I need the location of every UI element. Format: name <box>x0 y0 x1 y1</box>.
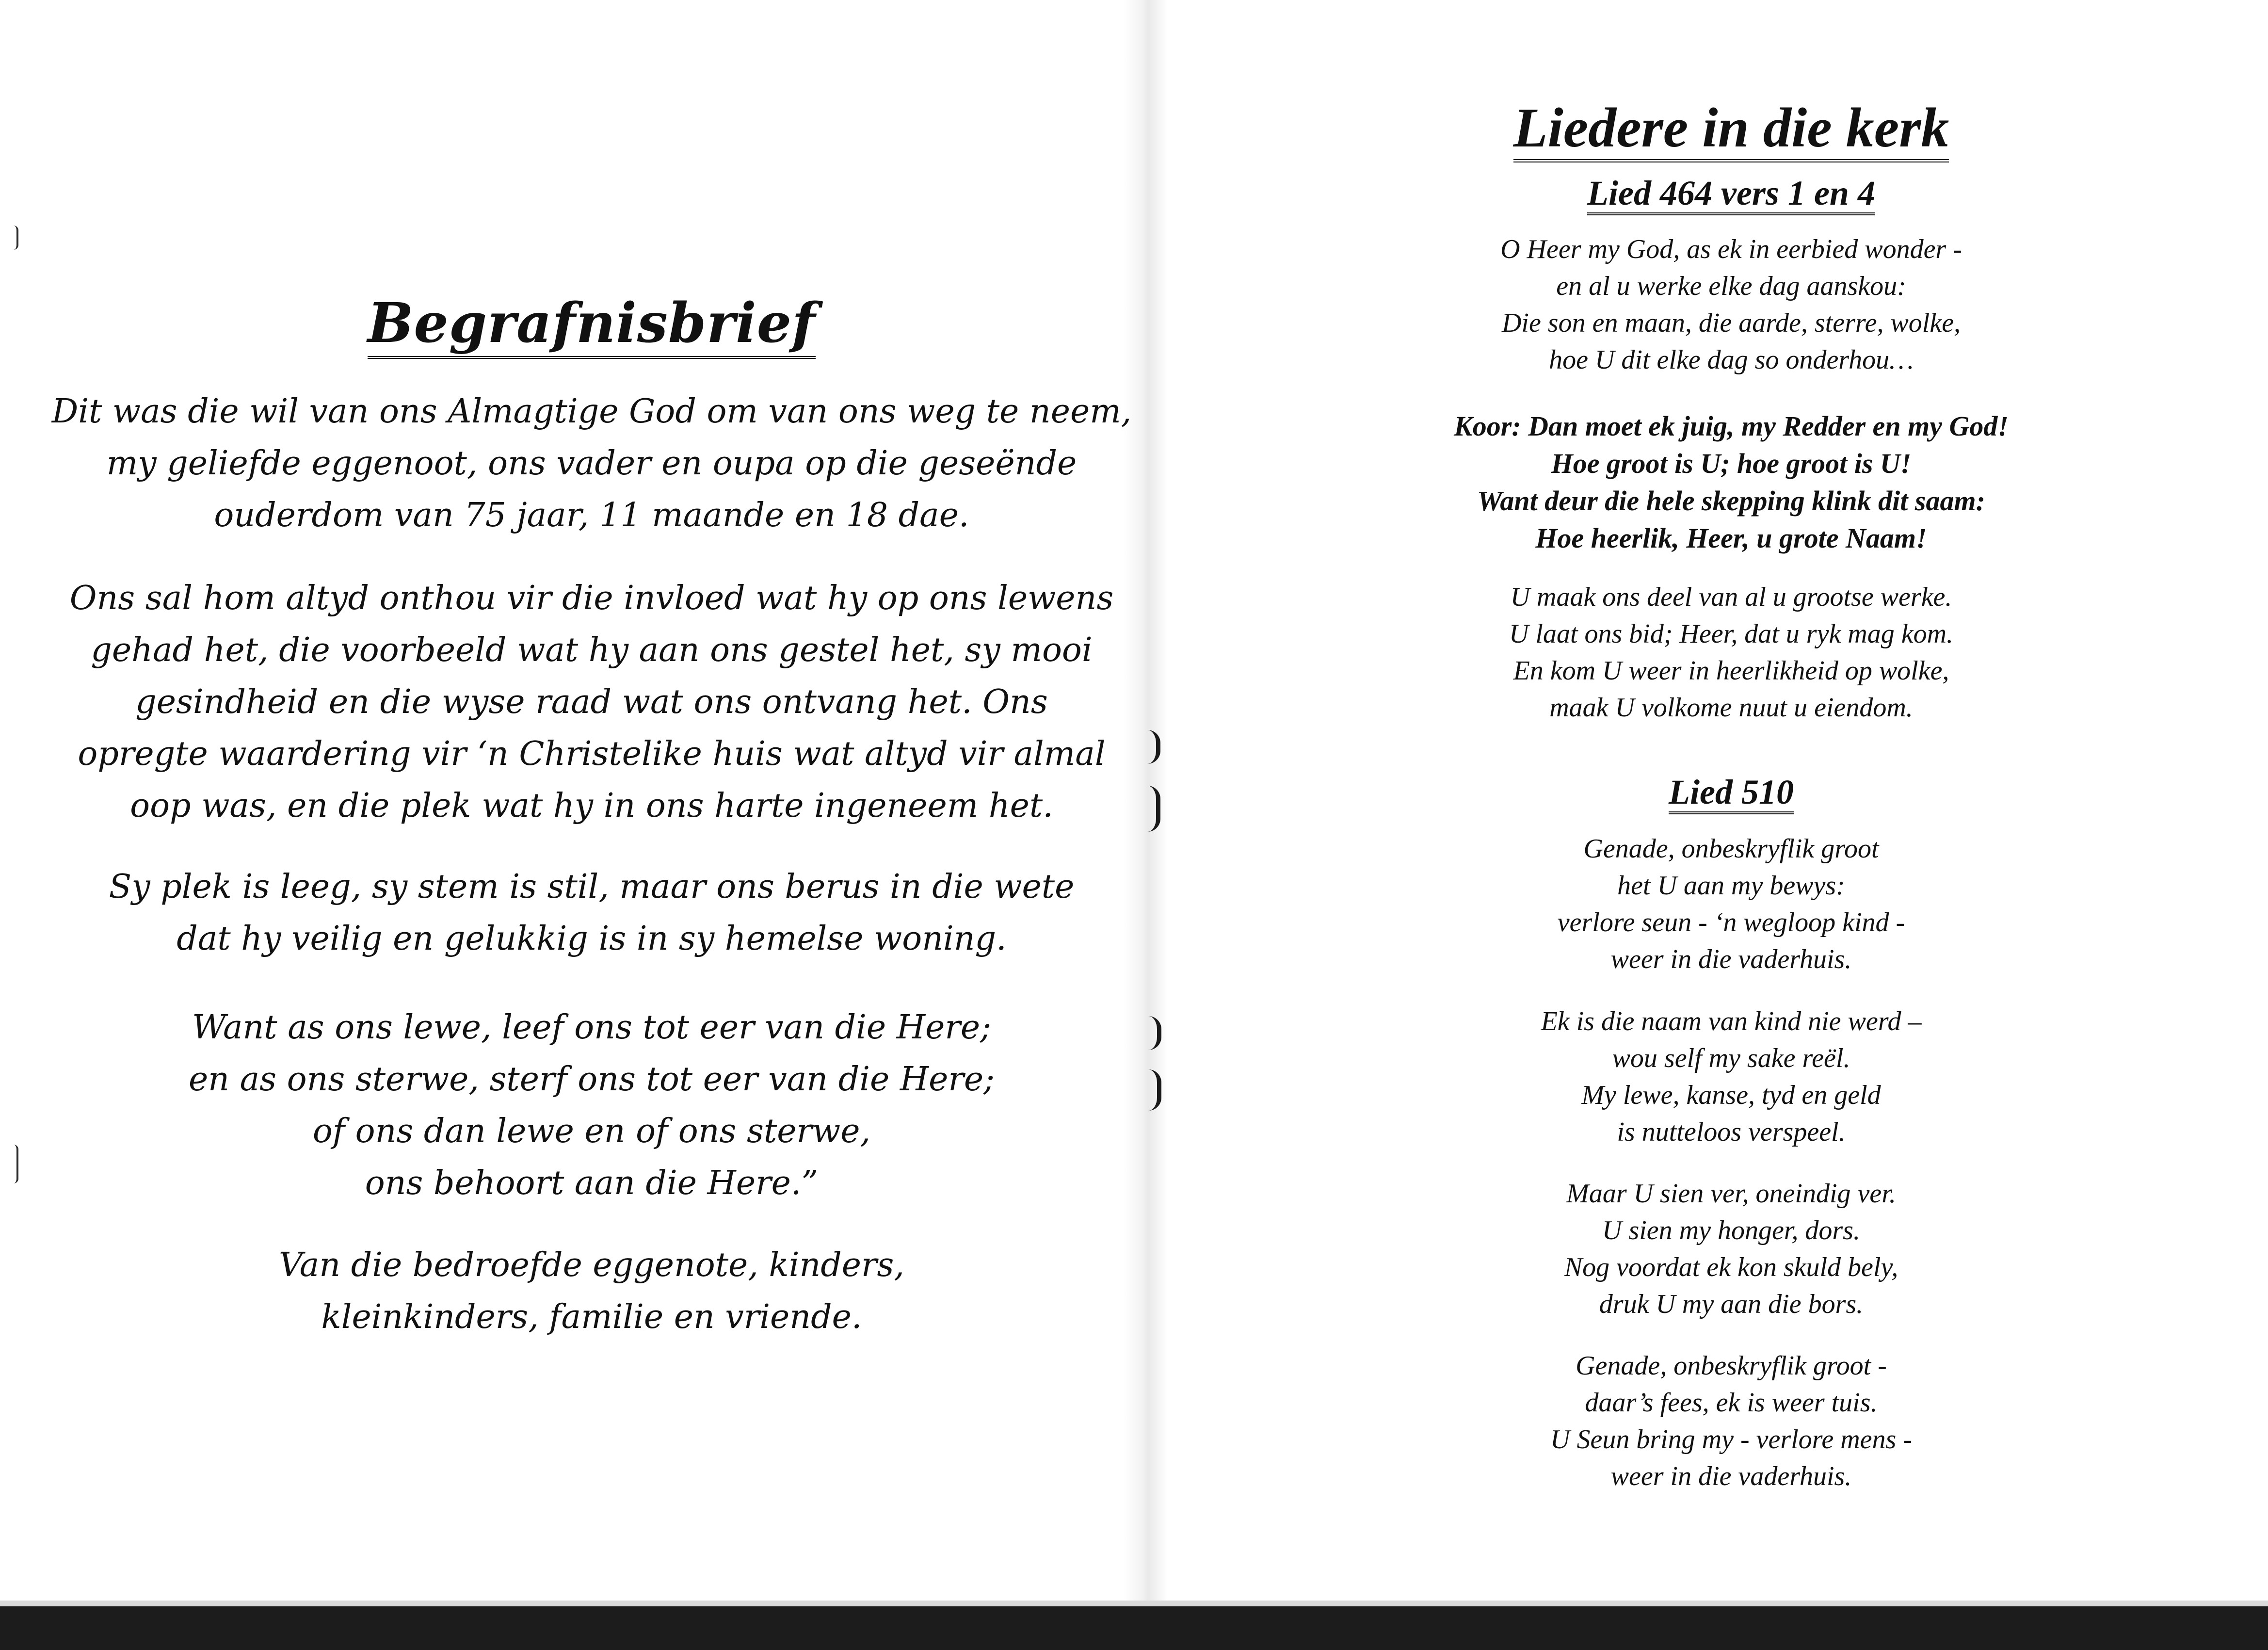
verse-line: Ek is die naam van kind nie werd – <box>1541 1006 1922 1036</box>
verse-line: Nog voordat ek kon skuld bely, <box>1564 1252 1898 1282</box>
chorus-line: Hoe groot is U; hoe groot is U! <box>1551 448 1912 479</box>
page-title-text: Begrafnisbrief <box>368 291 816 359</box>
text-line: kleinkinders, familie en vriende. <box>321 1298 862 1336</box>
song-verse <box>1367 1175 2095 1323</box>
song-verse <box>1367 830 2095 978</box>
text-line: Sy plek is leeg, sy stem is stil, maar ons berus in die wete <box>109 868 1075 906</box>
text-line: gehad het, die voorbeeld wat hy aan ons gestel het, sy mooi <box>91 631 1093 669</box>
text-line: my geliefde eggenoot, ons vader en oupa op die geseënde <box>106 444 1077 483</box>
verse-line: druk U my aan die bors. <box>1599 1289 1864 1319</box>
song-verse <box>1367 579 2095 726</box>
chorus-line: Want deur die hele skepping klink dit saam: <box>1477 485 1985 517</box>
paragraph <box>48 861 1135 965</box>
edge-mark <box>14 226 18 250</box>
paragraph <box>48 572 1135 832</box>
text-line: dat hy veilig en gelukkig is in sy hemelse woning. <box>177 920 1007 958</box>
page-title <box>48 291 1135 356</box>
text-line: ons behoort aan die Here.” <box>365 1164 819 1202</box>
verse-line: My lewe, kanse, tyd en geld <box>1581 1080 1881 1110</box>
page-title-text: Liedere in die kerk <box>1513 97 1949 162</box>
verse-line: O Heer my God, as ek in eerbied wonder - <box>1500 234 1962 264</box>
staple-mark <box>1147 786 1160 832</box>
edge-mark <box>14 1145 18 1183</box>
page-title <box>1367 95 2095 162</box>
chorus-line: Hoe heerlik, Heer, u grote Naam! <box>1535 522 1927 554</box>
verse-line: en al u werke elke dag aanskou: <box>1556 271 1906 301</box>
verse-line: wou self my sake reël. <box>1612 1043 1850 1073</box>
verse-line: daar’s fees, ek is weer tuis. <box>1585 1388 1878 1418</box>
song-heading <box>1367 771 2095 813</box>
verse-line: Genade, onbeskryflik groot - <box>1576 1351 1887 1381</box>
verse-line: Maar U sien ver, oneindig ver. <box>1566 1179 1896 1209</box>
text-line: en as ons sterwe, sterf ons tot eer van die Here; <box>188 1060 995 1099</box>
verse-line: maak U volkome nuut u eiendom. <box>1549 693 1913 723</box>
verse-line: En kom U weer in heerlikheid op wolke, <box>1513 656 1949 686</box>
text-line: Want as ons lewe, leef ons tot eer van die Here; <box>192 1008 991 1047</box>
verse-line: hoe U dit elke dag so onderhou… <box>1549 345 1914 375</box>
verse-line: U laat ons bid; Heer, dat u ryk mag kom. <box>1509 619 1954 649</box>
paragraph <box>48 386 1135 541</box>
text-line: opregte waardering vir ‘n Christelike huis wat altyd vir almal <box>78 735 1106 773</box>
verse-line: is nutteloos verspeel. <box>1617 1117 1846 1147</box>
song-verse <box>1367 1003 2095 1150</box>
verse-line: weer in die vaderhuis. <box>1610 944 1852 974</box>
verse-line: Die son en maan, die aarde, sterre, wolke, <box>1501 308 1961 338</box>
text-line: oop was, en die plek wat hy in ons harte ingeneem het. <box>130 787 1053 825</box>
text-line: Dit was die wil van ons Almagtige God om van ons weg te neem, <box>51 392 1132 431</box>
verse-line: Genade, onbeskryflik groot <box>1583 834 1879 864</box>
song-verse <box>1367 231 2095 378</box>
verse-line: U maak ons deel van al u grootse werke. <box>1510 582 1952 612</box>
text-line: Ons sal hom altyd onthou vir die invloed wat hy op ons lewens <box>69 579 1114 617</box>
chorus-line: Koor: Dan moet ek juig, my Redder en my God! <box>1454 410 2009 442</box>
verse-line: verlore seun - ‘n wegloop kind - <box>1557 907 1905 938</box>
scanner-background <box>0 1606 2268 1650</box>
song-heading-text: Lied 510 <box>1669 773 1794 814</box>
verse-line: weer in die vaderhuis. <box>1610 1461 1852 1491</box>
paragraph <box>48 1002 1135 1209</box>
verse-line: U sien my honger, dors. <box>1602 1215 1860 1246</box>
text-line: gesindheid en die wyse raad wat ons ontvang het. Ons <box>135 683 1048 721</box>
song-verse <box>1367 1347 2095 1495</box>
song-heading-text: Lied 464 vers 1 en 4 <box>1587 174 1875 215</box>
text-line: Van die bedroefde eggenote, kinders, <box>278 1246 905 1284</box>
text-line: ouderdom van 75 jaar, 11 maande en 18 dae. <box>214 496 969 534</box>
paragraph <box>48 1239 1135 1343</box>
verse-line: U Seun bring my - verlore mens - <box>1550 1424 1912 1455</box>
song-heading <box>1367 172 2095 214</box>
verse-line: het U aan my bewys: <box>1617 871 1845 901</box>
song-chorus <box>1348 407 2114 557</box>
text-line: of ons dan lewe en of ons sterwe, <box>312 1112 871 1150</box>
